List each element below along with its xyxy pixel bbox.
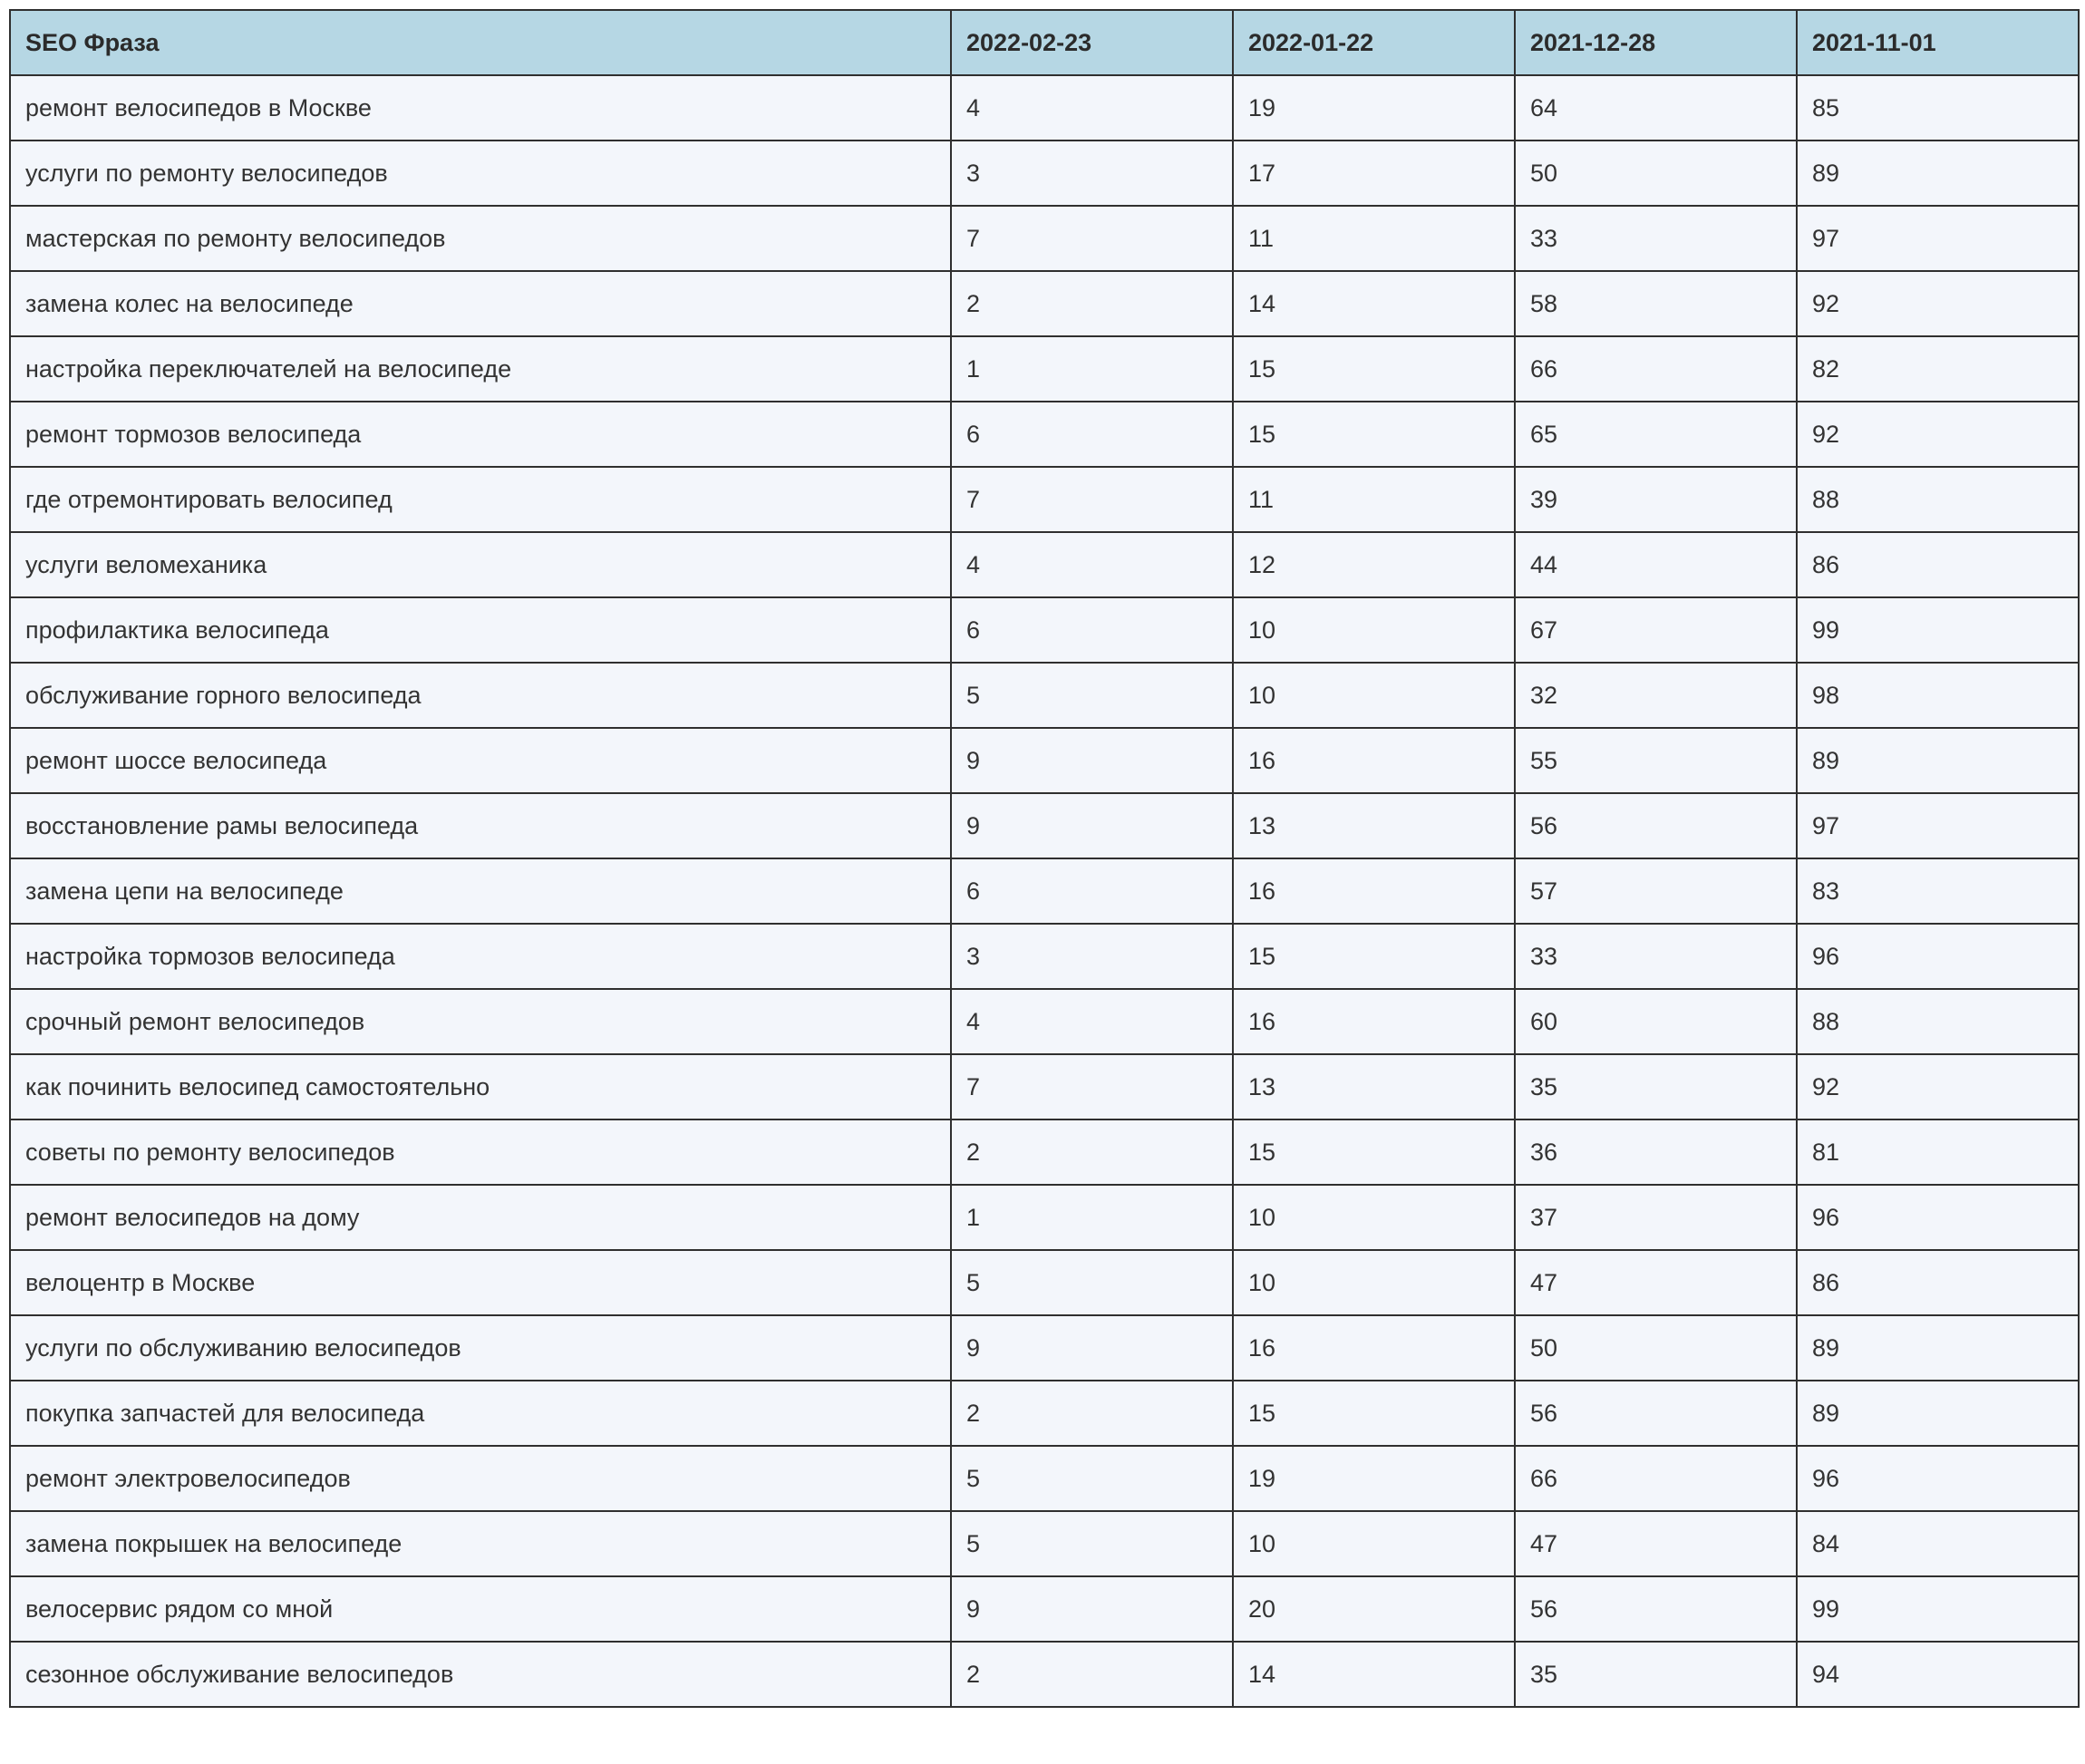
position-cell-date-4: 97 [1797, 793, 2079, 858]
table-body [10, 75, 2079, 1707]
position-cell-date-2: 15 [1233, 402, 1515, 467]
position-cell-date-2: 16 [1233, 728, 1515, 793]
table-row [10, 597, 2079, 663]
position-cell-date-4: 97 [1797, 206, 2079, 271]
table-row [10, 206, 2079, 271]
table-row [10, 858, 2079, 924]
position-cell-date-1: 2 [951, 1119, 1233, 1185]
seo-phrase-cell: услуги по обслуживанию велосипедов [10, 1315, 951, 1381]
seo-phrase-cell: срочный ремонт велосипедов [10, 989, 951, 1054]
position-cell-date-4: 86 [1797, 532, 2079, 597]
seo-phrase-cell: где отремонтировать велосипед [10, 467, 951, 532]
seo-phrase-cell: ремонт тормозов велосипеда [10, 402, 951, 467]
position-cell-date-4: 81 [1797, 1119, 2079, 1185]
column-header-seo-phrase: SEO Фраза [10, 10, 951, 75]
position-cell-date-1: 4 [951, 989, 1233, 1054]
table-row [10, 1185, 2079, 1250]
seo-phrase-cell: восстановление рамы велосипеда [10, 793, 951, 858]
seo-phrase-cell: ремонт велосипедов на дому [10, 1185, 951, 1250]
position-cell-date-4: 98 [1797, 663, 2079, 728]
position-cell-date-3: 44 [1515, 532, 1797, 597]
position-cell-date-3: 65 [1515, 402, 1797, 467]
position-cell-date-4: 99 [1797, 597, 2079, 663]
seo-table-container [9, 9, 2078, 1708]
table-row [10, 1381, 2079, 1446]
position-cell-date-1: 9 [951, 793, 1233, 858]
table-row [10, 1119, 2079, 1185]
position-cell-date-2: 16 [1233, 858, 1515, 924]
seo-phrase-cell: ремонт велосипедов в Москве [10, 75, 951, 141]
position-cell-date-2: 13 [1233, 1054, 1515, 1119]
position-cell-date-2: 13 [1233, 793, 1515, 858]
position-cell-date-1: 9 [951, 1315, 1233, 1381]
seo-phrase-cell: обслуживание горного велосипеда [10, 663, 951, 728]
column-header-date-1: 2022-02-23 [951, 10, 1233, 75]
position-cell-date-3: 58 [1515, 271, 1797, 336]
position-cell-date-1: 6 [951, 858, 1233, 924]
table-row [10, 663, 2079, 728]
seo-phrase-cell: профилактика велосипеда [10, 597, 951, 663]
position-cell-date-4: 89 [1797, 141, 2079, 206]
position-cell-date-3: 56 [1515, 793, 1797, 858]
position-cell-date-3: 47 [1515, 1511, 1797, 1576]
table-row [10, 728, 2079, 793]
table-header-row [10, 10, 2079, 75]
table-row [10, 1250, 2079, 1315]
position-cell-date-1: 5 [951, 1511, 1233, 1576]
table-row [10, 1642, 2079, 1707]
table-header [10, 10, 2079, 75]
position-cell-date-2: 14 [1233, 271, 1515, 336]
table-row [10, 1446, 2079, 1511]
position-cell-date-1: 7 [951, 1054, 1233, 1119]
position-cell-date-3: 37 [1515, 1185, 1797, 1250]
position-cell-date-1: 5 [951, 1250, 1233, 1315]
seo-phrase-cell: мастерская по ремонту велосипедов [10, 206, 951, 271]
position-cell-date-3: 39 [1515, 467, 1797, 532]
position-cell-date-3: 60 [1515, 989, 1797, 1054]
position-cell-date-4: 83 [1797, 858, 2079, 924]
seo-phrase-cell: услуги по ремонту велосипедов [10, 141, 951, 206]
seo-phrase-cell: замена колес на велосипеде [10, 271, 951, 336]
seo-phrase-cell: велосервис рядом со мной [10, 1576, 951, 1642]
position-cell-date-1: 7 [951, 467, 1233, 532]
table-row [10, 989, 2079, 1054]
position-cell-date-1: 6 [951, 597, 1233, 663]
position-cell-date-2: 12 [1233, 532, 1515, 597]
position-cell-date-1: 1 [951, 336, 1233, 402]
position-cell-date-3: 55 [1515, 728, 1797, 793]
seo-phrase-cell: советы по ремонту велосипедов [10, 1119, 951, 1185]
position-cell-date-4: 84 [1797, 1511, 2079, 1576]
position-cell-date-2: 19 [1233, 75, 1515, 141]
position-cell-date-4: 86 [1797, 1250, 2079, 1315]
position-cell-date-4: 89 [1797, 1315, 2079, 1381]
position-cell-date-2: 17 [1233, 141, 1515, 206]
position-cell-date-2: 11 [1233, 467, 1515, 532]
position-cell-date-2: 10 [1233, 1250, 1515, 1315]
position-cell-date-3: 67 [1515, 597, 1797, 663]
seo-phrase-cell: настройка переключателей на велосипеде [10, 336, 951, 402]
table-row [10, 1315, 2079, 1381]
seo-phrase-cell: покупка запчастей для велосипеда [10, 1381, 951, 1446]
table-row [10, 1054, 2079, 1119]
position-cell-date-1: 2 [951, 1381, 1233, 1446]
position-cell-date-1: 3 [951, 924, 1233, 989]
position-cell-date-1: 5 [951, 663, 1233, 728]
position-cell-date-3: 66 [1515, 336, 1797, 402]
position-cell-date-4: 96 [1797, 1446, 2079, 1511]
position-cell-date-2: 15 [1233, 336, 1515, 402]
table-row [10, 532, 2079, 597]
seo-phrase-cell: ремонт шоссе велосипеда [10, 728, 951, 793]
seo-phrase-cell: ремонт электровелосипедов [10, 1446, 951, 1511]
position-cell-date-2: 20 [1233, 1576, 1515, 1642]
position-cell-date-3: 47 [1515, 1250, 1797, 1315]
position-cell-date-4: 96 [1797, 1185, 2079, 1250]
position-cell-date-2: 15 [1233, 924, 1515, 989]
position-cell-date-3: 66 [1515, 1446, 1797, 1511]
table-row [10, 271, 2079, 336]
seo-phrase-cell: как починить велосипед самостоятельно [10, 1054, 951, 1119]
position-cell-date-2: 10 [1233, 663, 1515, 728]
position-cell-date-2: 11 [1233, 206, 1515, 271]
position-cell-date-2: 19 [1233, 1446, 1515, 1511]
position-cell-date-3: 35 [1515, 1054, 1797, 1119]
position-cell-date-2: 16 [1233, 1315, 1515, 1381]
column-header-date-2: 2022-01-22 [1233, 10, 1515, 75]
position-cell-date-4: 85 [1797, 75, 2079, 141]
position-cell-date-3: 56 [1515, 1381, 1797, 1446]
position-cell-date-4: 89 [1797, 728, 2079, 793]
seo-phrase-cell: настройка тормозов велосипеда [10, 924, 951, 989]
position-cell-date-4: 92 [1797, 271, 2079, 336]
position-cell-date-4: 92 [1797, 1054, 2079, 1119]
position-cell-date-2: 16 [1233, 989, 1515, 1054]
position-cell-date-3: 35 [1515, 1642, 1797, 1707]
position-cell-date-2: 14 [1233, 1642, 1515, 1707]
table-row [10, 336, 2079, 402]
position-cell-date-3: 50 [1515, 141, 1797, 206]
position-cell-date-2: 15 [1233, 1381, 1515, 1446]
table-row [10, 1576, 2079, 1642]
position-cell-date-1: 7 [951, 206, 1233, 271]
position-cell-date-3: 50 [1515, 1315, 1797, 1381]
position-cell-date-3: 32 [1515, 663, 1797, 728]
position-cell-date-4: 94 [1797, 1642, 2079, 1707]
position-cell-date-1: 9 [951, 1576, 1233, 1642]
position-cell-date-3: 57 [1515, 858, 1797, 924]
position-cell-date-3: 33 [1515, 206, 1797, 271]
seo-phrase-cell: услуги веломеханика [10, 532, 951, 597]
position-cell-date-1: 9 [951, 728, 1233, 793]
column-header-date-4: 2021-11-01 [1797, 10, 2079, 75]
position-cell-date-2: 10 [1233, 1185, 1515, 1250]
position-cell-date-1: 4 [951, 75, 1233, 141]
seo-phrase-cell: велоцентр в Москве [10, 1250, 951, 1315]
seo-phrase-cell: замена покрышек на велосипеде [10, 1511, 951, 1576]
table-row [10, 924, 2079, 989]
position-cell-date-2: 15 [1233, 1119, 1515, 1185]
table-row [10, 141, 2079, 206]
position-cell-date-1: 6 [951, 402, 1233, 467]
position-cell-date-4: 99 [1797, 1576, 2079, 1642]
position-cell-date-1: 2 [951, 271, 1233, 336]
table-row [10, 467, 2079, 532]
column-header-date-3: 2021-12-28 [1515, 10, 1797, 75]
position-cell-date-3: 36 [1515, 1119, 1797, 1185]
position-cell-date-1: 2 [951, 1642, 1233, 1707]
table-row [10, 1511, 2079, 1576]
table-row [10, 402, 2079, 467]
position-cell-date-1: 1 [951, 1185, 1233, 1250]
position-cell-date-4: 88 [1797, 989, 2079, 1054]
table-row [10, 793, 2079, 858]
position-cell-date-1: 5 [951, 1446, 1233, 1511]
position-cell-date-4: 92 [1797, 402, 2079, 467]
seo-phrase-cell: замена цепи на велосипеде [10, 858, 951, 924]
position-cell-date-2: 10 [1233, 597, 1515, 663]
seo-phrase-cell: сезонное обслуживание велосипедов [10, 1642, 951, 1707]
position-cell-date-3: 33 [1515, 924, 1797, 989]
table-row [10, 75, 2079, 141]
position-cell-date-3: 64 [1515, 75, 1797, 141]
position-cell-date-1: 3 [951, 141, 1233, 206]
position-cell-date-2: 10 [1233, 1511, 1515, 1576]
position-cell-date-3: 56 [1515, 1576, 1797, 1642]
seo-positions-table [9, 9, 2080, 1708]
position-cell-date-1: 4 [951, 532, 1233, 597]
position-cell-date-4: 88 [1797, 467, 2079, 532]
position-cell-date-4: 96 [1797, 924, 2079, 989]
position-cell-date-4: 89 [1797, 1381, 2079, 1446]
position-cell-date-4: 82 [1797, 336, 2079, 402]
